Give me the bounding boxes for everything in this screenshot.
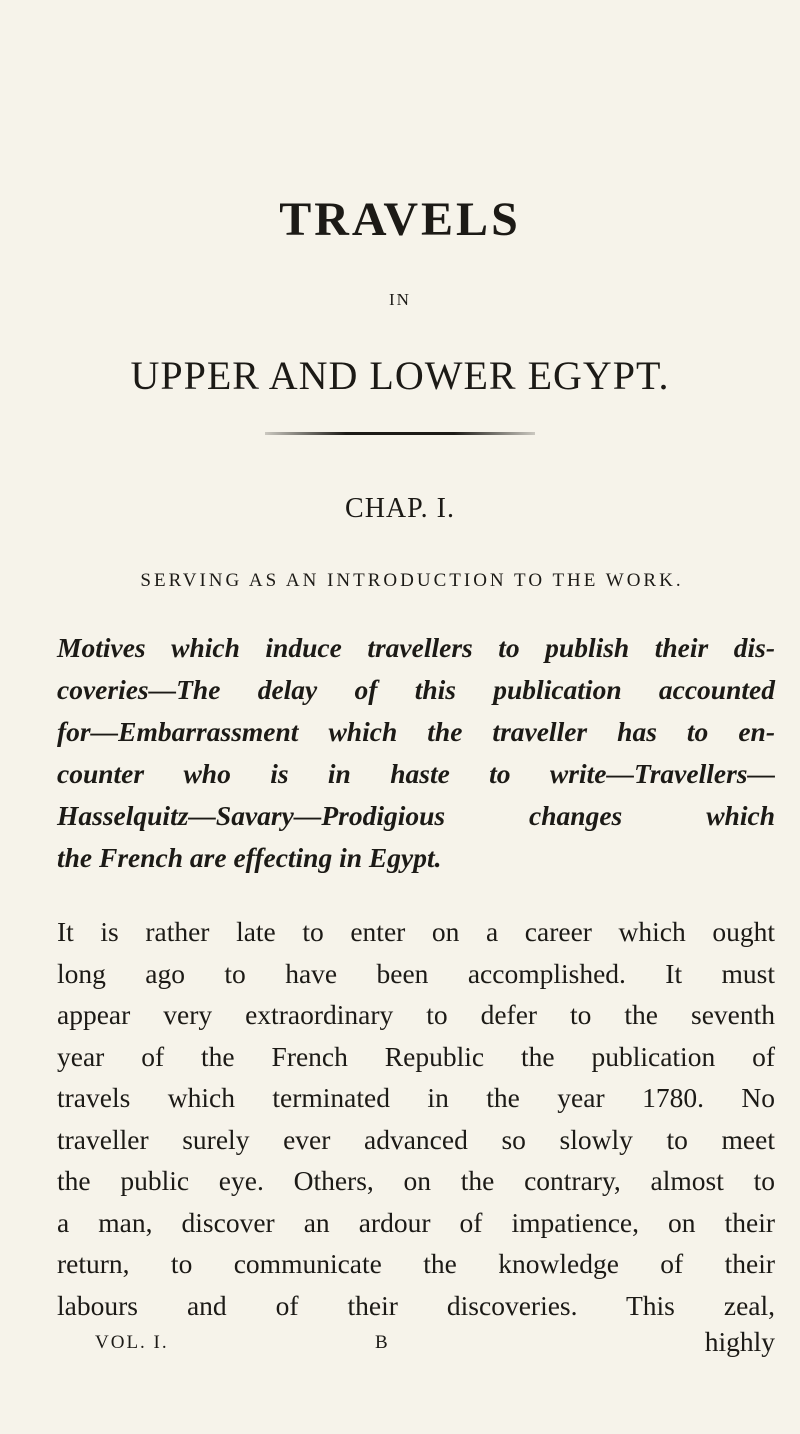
summary-line: for—Embarrassment which the traveller has to en- bbox=[57, 716, 775, 747]
body-line: travels which terminated in the year 1780. No bbox=[57, 1082, 775, 1113]
body-line: return, to communicate the knowledge of their bbox=[57, 1248, 775, 1279]
body-line-first-rest: is rather late to enter on a career which ought bbox=[73, 916, 775, 947]
body-line: long ago to have been accomplished. It must bbox=[57, 957, 775, 989]
summary-line: Motives which induce travellers to publish their dis- bbox=[57, 632, 775, 663]
body-line-first bbox=[57, 911, 775, 953]
drop-word: It bbox=[57, 916, 74, 947]
catchword: highly bbox=[704, 1326, 775, 1357]
body-line: year of the French Republic the publication of bbox=[57, 1040, 775, 1072]
title-connector: IN bbox=[389, 290, 411, 309]
book-subtitle: UPPER AND LOWER EGYPT. bbox=[130, 353, 670, 398]
chapter-heading: CHAP. I. bbox=[345, 493, 455, 524]
summary-line: Hasselquitz—Savary—Prodigious changes which bbox=[57, 800, 775, 831]
summary-line: coveries—The delay of this publication accounted bbox=[57, 674, 775, 705]
volume-label: VOL. I. bbox=[95, 1332, 169, 1353]
book-title: TRAVELS bbox=[279, 193, 521, 246]
body-line: labours and of their discoveries. This zeal, bbox=[57, 1289, 775, 1321]
body-line: a man, discover an ardour of impatience, on their bbox=[57, 1206, 775, 1238]
summary-line: counter who is in haste to write—Travellers— bbox=[57, 758, 775, 789]
signature-mark: B bbox=[375, 1332, 388, 1353]
body-line: the public eye. Others, on the contrary, almost to bbox=[57, 1165, 775, 1196]
body-text bbox=[57, 911, 775, 1326]
body-line: traveller surely ever advanced so slowly to meet bbox=[57, 1123, 775, 1155]
title-divider bbox=[265, 432, 535, 435]
chapter-summary bbox=[57, 627, 775, 879]
summary-line: the French are effecting in Egypt. bbox=[57, 842, 442, 873]
body-line: appear very extraordinary to defer to the seventh bbox=[57, 999, 775, 1030]
chapter-subheading: SERVING AS AN INTRODUCTION TO THE WORK. bbox=[140, 570, 684, 591]
